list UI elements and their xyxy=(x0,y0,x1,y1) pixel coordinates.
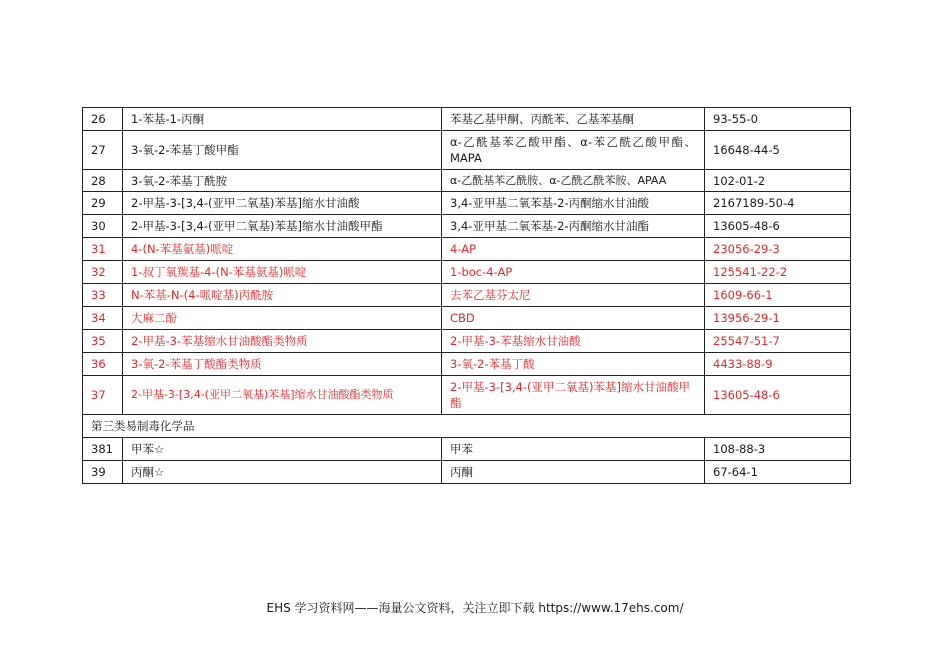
chemical-name: 4-(N-苯基氨基)哌啶 xyxy=(123,238,442,261)
table-row-highlighted xyxy=(83,307,851,330)
table-row xyxy=(83,131,851,170)
cas-number: 125541-22-2 xyxy=(705,261,851,284)
chemical-name: 1-叔丁氧羰基-4-(N-苯基氨基)哌啶 xyxy=(123,261,442,284)
row-number: 39 xyxy=(83,461,123,484)
chemical-name: 2-甲基-3-[3,4-(亚甲二氧基)苯基]缩水甘油酸甲酯 xyxy=(123,215,442,238)
row-number: 37 xyxy=(83,376,123,415)
chemical-alias: α-乙酰基苯乙酰胺、α-乙酰乙酰苯胺、APAA xyxy=(442,170,705,192)
cas-number: 13605-48-6 xyxy=(705,376,851,415)
row-number: 34 xyxy=(83,307,123,330)
row-number: 28 xyxy=(83,170,123,192)
table-row xyxy=(83,192,851,215)
chemical-alias: 1-boc-4-AP xyxy=(442,261,705,284)
row-number: 32 xyxy=(83,261,123,284)
table-row-highlighted xyxy=(83,330,851,353)
cas-number: 102-01-2 xyxy=(705,170,851,192)
table-row xyxy=(83,438,851,461)
chemical-alias: 苯基乙基甲酮、丙酰苯、乙基苯基酮 xyxy=(442,108,705,131)
row-number: 36 xyxy=(83,353,123,376)
chemical-name: 2-甲基-3-[3,4-(亚甲二氧基)苯基]缩水甘油酸 xyxy=(123,192,442,215)
chemical-name: 3-氧-2-苯基丁酰胺 xyxy=(123,170,442,192)
row-number: 26 xyxy=(83,108,123,131)
section-title: 第三类易制毒化学品 xyxy=(83,415,851,438)
chemical-name: 1-苯基-1-丙酮 xyxy=(123,108,442,131)
table-row-highlighted xyxy=(83,376,851,415)
chemical-alias: 丙酮 xyxy=(442,461,705,484)
cas-number: 13605-48-6 xyxy=(705,215,851,238)
chemical-alias: 3,4-亚甲基二氧苯基-2-丙酮缩水甘油酯 xyxy=(442,215,705,238)
cas-number: 108-88-3 xyxy=(705,438,851,461)
chemical-alias: CBD xyxy=(442,307,705,330)
cas-number: 25547-51-7 xyxy=(705,330,851,353)
cas-number: 93-55-0 xyxy=(705,108,851,131)
chemical-name: N-苯基-N-(4-哌啶基)丙酰胺 xyxy=(123,284,442,307)
table-row-highlighted xyxy=(83,238,851,261)
cas-number: 13956-29-1 xyxy=(705,307,851,330)
chemical-alias: 4-AP xyxy=(442,238,705,261)
section-header-row xyxy=(83,415,851,438)
table-row xyxy=(83,170,851,192)
chemical-alias: 2-甲基-3-[3,4-(亚甲二氧基)苯基]缩水甘油酸甲酯 xyxy=(442,376,705,415)
row-number: 33 xyxy=(83,284,123,307)
chemical-name: 甲苯☆ xyxy=(123,438,442,461)
chemical-name: 2-甲基-3-[3,4-(亚甲二氧基)苯基]缩水甘油酸酯类物质 xyxy=(123,376,442,415)
table-row xyxy=(83,461,851,484)
table-row-highlighted xyxy=(83,261,851,284)
row-number: 29 xyxy=(83,192,123,215)
cas-number: 1609-66-1 xyxy=(705,284,851,307)
chemical-name: 2-甲基-3-苯基缩水甘油酸酯类物质 xyxy=(123,330,442,353)
row-number: 27 xyxy=(83,131,123,170)
precursor-chemicals-table xyxy=(82,107,851,484)
chemical-alias: 2-甲基-3-苯基缩水甘油酸 xyxy=(442,330,705,353)
cas-number: 2167189-50-4 xyxy=(705,192,851,215)
table-row-highlighted xyxy=(83,284,851,307)
footer-watermark-text: EHS 学习资料网——海量公文资料，关注立即下载 https://www.17ehs.com/ xyxy=(266,601,684,615)
chemical-alias: 3,4-亚甲基二氧苯基-2-丙酮缩水甘油酸 xyxy=(442,192,705,215)
chemical-alias: 甲苯 xyxy=(442,438,705,461)
cas-number: 23056-29-3 xyxy=(705,238,851,261)
chemical-name: 丙酮☆ xyxy=(123,461,442,484)
cas-number: 67-64-1 xyxy=(705,461,851,484)
cas-number: 16648-44-5 xyxy=(705,131,851,170)
row-number: 30 xyxy=(83,215,123,238)
row-number: 381 xyxy=(83,438,123,461)
chemical-name: 3-氧-2-苯基丁酸甲酯 xyxy=(123,131,442,170)
table-row xyxy=(83,215,851,238)
row-number: 35 xyxy=(83,330,123,353)
chemical-name: 大麻二酚 xyxy=(123,307,442,330)
chemical-alias: 3-氧-2-苯基丁酸 xyxy=(442,353,705,376)
chemical-name: 3-氧-2-苯基丁酸酯类物质 xyxy=(123,353,442,376)
table-row xyxy=(83,108,851,131)
chemical-alias: 去苯乙基芬太尼 xyxy=(442,284,705,307)
row-number: 31 xyxy=(83,238,123,261)
chemical-alias: α-乙酰基苯乙酸甲酯、α-苯乙酰乙酸甲酯、MAPA xyxy=(442,131,705,170)
cas-number: 4433-88-9 xyxy=(705,353,851,376)
table-row-highlighted xyxy=(83,353,851,376)
